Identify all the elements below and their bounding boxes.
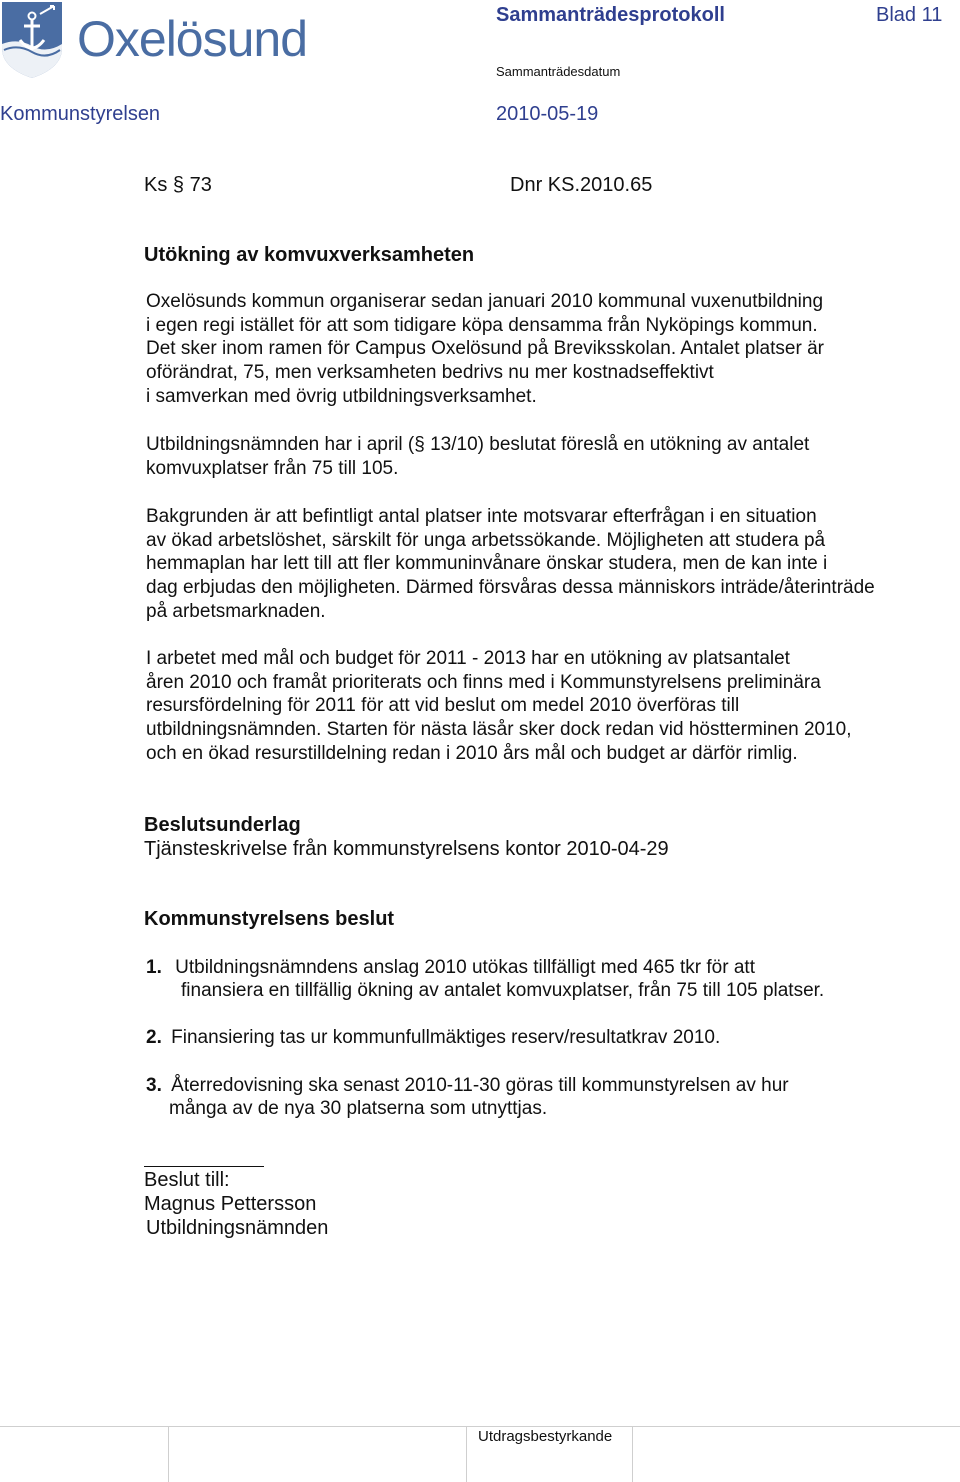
decision-item-1-cont: finansiera en tillfällig ökning av antalet komvuxplatser, från 75 till 105 platser. [181,980,825,1001]
footer-separator [632,1426,633,1482]
decision-number: 2. [146,1027,162,1048]
paragraph-2 [146,433,809,480]
text-line: Bakgrunden är att befintligt antal platser inte motsvarar efterfrågan i en situation [146,506,817,527]
document-type: Sammanträdesprotokoll [496,4,725,26]
logo-wordmark: Oxelösund [77,11,308,67]
text-line: komvuxplatser från 75 till 105. [146,457,399,479]
decision-item-2 [146,1026,720,1050]
recipient: Magnus Pettersson [144,1193,317,1215]
distribution-label: Beslut till: [144,1169,230,1191]
coat-of-arms-icon [0,0,72,80]
decision-heading: Kommunstyrelsens beslut [144,908,395,930]
signature-box [168,1426,467,1482]
certification-label: Utdragsbestyrkande [478,1428,613,1445]
case-title: Utökning av komvuxverksamheten [144,244,475,266]
decision-item-3-cont: många av de nya 30 platserna som utnyttjas. [169,1098,548,1119]
basis-item: Tjänsteskrivelse från kommunstyrelsens kontor 2010-04-29 [144,838,669,860]
decision-text: Finansiering tas ur kommunfullmäktiges reserv/resultatkrav 2010. [171,1027,721,1048]
organisation-name: Kommunstyrelsen [0,103,161,125]
footer-divider [0,1426,960,1427]
text-line: hemmaplan har lett till att fler kommuninvånare önskar studera, men de kan inte i [146,553,828,575]
text-line: oförändrat, 75, men verksamheten bedrivs nu mer kostnadseffektivt [146,362,714,384]
decision-number: 3. [146,1075,162,1096]
text-line: Oxelösunds kommun organiserar sedan januari 2010 kommunal vuxenutbildning [146,291,824,312]
decision-text: Utbildningsnämndens anslag 2010 utökas tillfälligt med 465 tkr för att [175,957,755,978]
text-line: Det sker inom ramen för Campus Oxelösund på Breviksskolan. Antalet platser är [146,338,824,360]
text-line: I arbetet med mål och budget för 2011 - 2013 har en utökning av platsantalet [146,648,790,669]
text-line: utbildningsnämnden. Starten för nästa läsår sker dock redan vid höstterminen 2010, [146,719,852,741]
decision-item-1 [146,956,755,980]
decision-item-3 [146,1074,789,1098]
text-line: av ökad arbetslöshet, särskilt för unga arbetssökande. Möjligheten att studera på [146,529,826,551]
text-line: och en ökad resurstilldelning redan i 2010 års mål och budget ar därför rimlig. [146,742,798,764]
decision-number: 1. [146,957,162,978]
meeting-date-label: Sammanträdesdatum [496,64,621,79]
text-line: Utbildningsnämnden har i april (§ 13/10) beslutat föreslå en utökning av antalet [146,434,810,455]
paragraph-1 [146,290,824,409]
text-line: resursfördelning för 2011 för att vid beslut om medel 2010 överföras till [146,695,740,717]
text-line: dag erbjudas den möjligheten. Därmed försvåras dessa människors inträde/återinträde [146,577,875,599]
diary-number: Dnr KS.2010.65 [510,174,653,196]
text-line: åren 2010 och framåt prioriterats och finns med i Kommunstyrelsens preliminära [146,671,821,693]
text-line: i samverkan med övrig utbildningsverksamhet. [146,385,537,407]
text-line: på arbetsmarknaden. [146,600,326,622]
page-label: Blad 11 [876,4,943,26]
basis-heading: Beslutsunderlag [144,814,301,836]
text-line: i egen regi istället för att som tidigare köpa densamma från Nyköpings kommun. [146,314,818,336]
recipient: Utbildningsnämnden [146,1217,329,1239]
signature-rule [144,1166,264,1167]
paragraph-3 [146,505,875,624]
paragraph-reference: Ks § 73 [144,174,212,196]
decision-text: Återredovisning ska senast 2010-11-30 göras till kommunstyrelsen av hur [171,1075,789,1096]
paragraph-4 [146,647,852,766]
meeting-date: 2010-05-19 [496,103,599,125]
municipality-logo [0,0,340,80]
